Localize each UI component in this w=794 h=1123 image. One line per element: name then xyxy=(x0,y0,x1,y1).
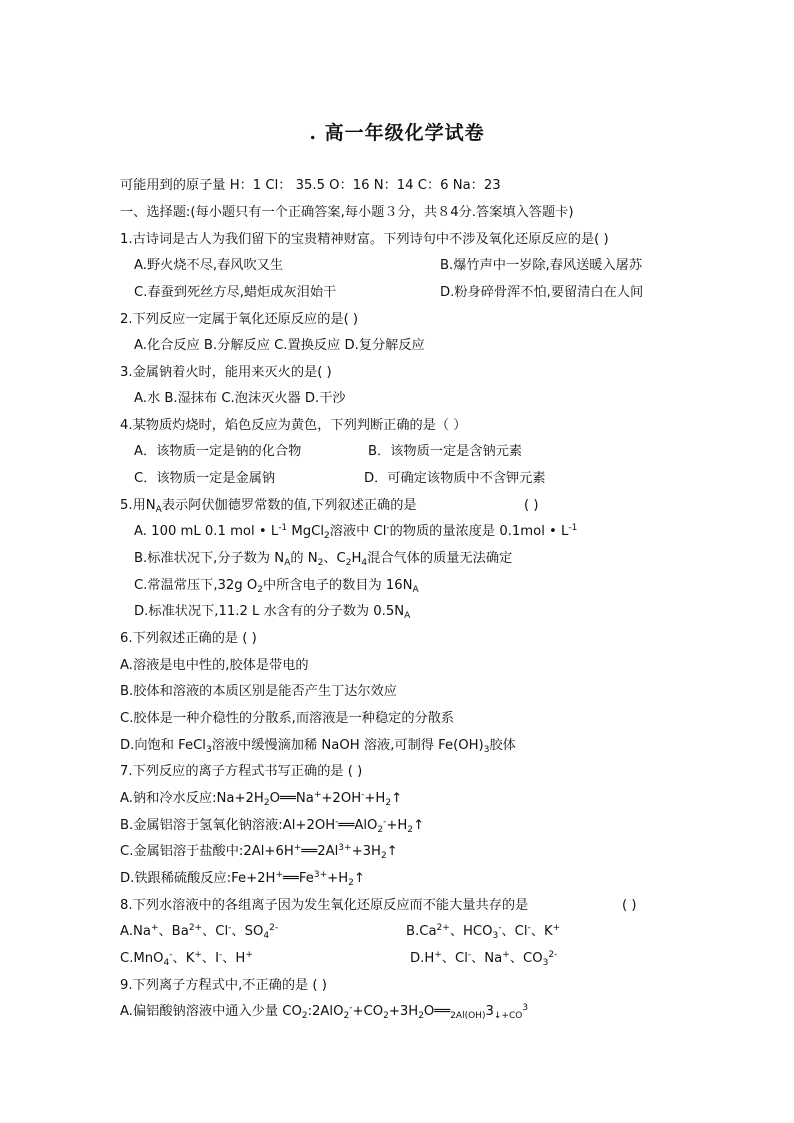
q6-option-b: B.胶体和溶液的本质区别是能否产生丁达尔效应 xyxy=(120,684,397,699)
q8-option-a: A.Na+、$Ba^{2+}$、Cl-、$SO_4^{2-}$ xyxy=(120,923,279,941)
q8-option-b: $B.Ca^{2+}$、$HCO_3^-$、Cl-、K+ xyxy=(406,923,561,941)
q7-option-a: A.钠和冷水反应$:Na+2H_2O══Na^++2OH^-+H_2↑$ xyxy=(120,790,403,808)
q5-stem-pre: 5.用N xyxy=(120,498,156,513)
q2-options: A.化合反应 B.分解反应 C.置换反应 D.复分解反应 xyxy=(134,338,425,353)
q8-option-d: D.H+、Cl-、Na+、$CO_3^{2-}$ xyxy=(410,950,558,968)
q4-option-b: B．该物质一定是含钠元素 xyxy=(368,444,523,459)
q8-option-c: C.MnO$_4$-、K+、I-、H+ xyxy=(120,950,253,968)
q7-option-c: C.金属铝溶于盐酸中$:2Al+6H^+══2Al^{3+}+3H_2↑$ xyxy=(120,843,398,861)
q4-option-d: D．可确定该物质中不含钾元素 xyxy=(364,471,546,486)
q5-answer-paren: ( ) xyxy=(524,498,539,513)
q4-option-a: A．该物质一定是钠的化合物 xyxy=(134,444,302,459)
q8-stem: 8.下列水溶液中的各组离子因为发生氧化还原反应而不能大量共存的是 xyxy=(120,898,529,913)
q6-option-d: D.向饱和 FeCl$_3$溶液中缓慢滴加稀 NaOH 溶液,可制得 $Fe(OH)_3$胶体 xyxy=(120,738,516,755)
q3-options: A.水 B.湿抹布 C.泡沫灭火器 D.干沙 xyxy=(134,391,346,406)
q4-option-c: C．该物质一定是金属钠 xyxy=(134,471,276,486)
q6-stem: 6.下列叙述正确的是 ( ) xyxy=(120,631,257,646)
q7-option-d: D.铁跟稀硫酸反应$:Fe+2H^+══Fe^{3+}+H_2↑$ xyxy=(120,870,365,888)
q1-option-c: C.春蚕到死丝方尽,蜡炬成灰泪始干 xyxy=(134,285,337,300)
q5-stem-post: 表示阿伏伽德罗常数的值,下列叙述正确的是 xyxy=(161,498,417,513)
q3-stem: 3.金属钠着火时，能用来灭火的是( ) xyxy=(120,365,332,380)
q1-option-b: B.爆竹声中一岁除,春风送暖入屠苏 xyxy=(440,258,643,273)
atomic-mass-line: 可能用到的原子量 H：1 Cl： 35.5 O：16 N：14 C：6 Na：23 xyxy=(120,178,501,193)
q9-option-a: A.偏铝酸钠溶液中通入少量 $CO_2:2AlO_2^-+CO_2+3H_2O══_{2Al(OH)}3_{↓+CO}^3$ xyxy=(120,1003,529,1021)
q1-stem: 1.古诗词是古人为我们留下的宝贵精神财富。下列诗句中不涉及氧化还原反应的是( ) xyxy=(120,232,609,247)
q9-stem: 9.下列离子方程式中,不正确的是 ( ) xyxy=(120,978,327,993)
q8-answer-paren: ( ) xyxy=(622,898,637,913)
q7-stem: 7.下列反应的离子方程式书写正确的是 ( ) xyxy=(120,764,363,779)
q5-option-d: D.标准状况下,11.2 L 水含有的分子数为 $0.5N_A$ xyxy=(134,604,411,621)
q6-option-c: C.胶体是一种介稳性的分散系,而溶液是一种稳定的分散系 xyxy=(120,711,455,726)
q5-option-c: C.常温常压下,32g $O_2$中所含电子的数目为 $16N_A$ xyxy=(134,578,419,595)
q7-option-b: B.金属铝溶于氢氧化钠溶液$:Al+2OH^-══AlO_2^-+H_2↑$ xyxy=(120,817,425,835)
q5-option-a: A. 100 mL 0.1 mol • $L^{-1}$ MgCl$_2$溶液中 Cl-的物质的量浓度是 0.1mol • $L^{-1}$ xyxy=(134,523,578,541)
page-title: . 高一年级化学试卷 xyxy=(309,122,485,144)
q5-stem xyxy=(120,497,417,515)
q5-stem-sub: A xyxy=(155,505,162,515)
q4-stem: 4.某物质灼烧时，焰色反应为黄色，下列判断正确的是（ ） xyxy=(120,418,467,433)
q1-option-d: D.粉身碎骨浑不怕,要留清白在人间 xyxy=(440,285,644,300)
q2-stem: 2.下列反应一定属于氧化还原反应的是( ) xyxy=(120,312,359,327)
q1-option-a: A.野火烧不尽,春风吹又生 xyxy=(134,258,284,273)
q6-option-a: A.溶液是电中性的,胶体是带电的 xyxy=(120,658,309,673)
section-heading: 一、选择题:(每小题只有一个正确答案,每小题３分，共８4分.答案填入答题卡) xyxy=(120,205,574,220)
q5-option-b: B.标准状况下,分子数为 $N_A$的 $N_2$、$C_2H_4$混合气体的质量无法确定 xyxy=(134,551,513,568)
